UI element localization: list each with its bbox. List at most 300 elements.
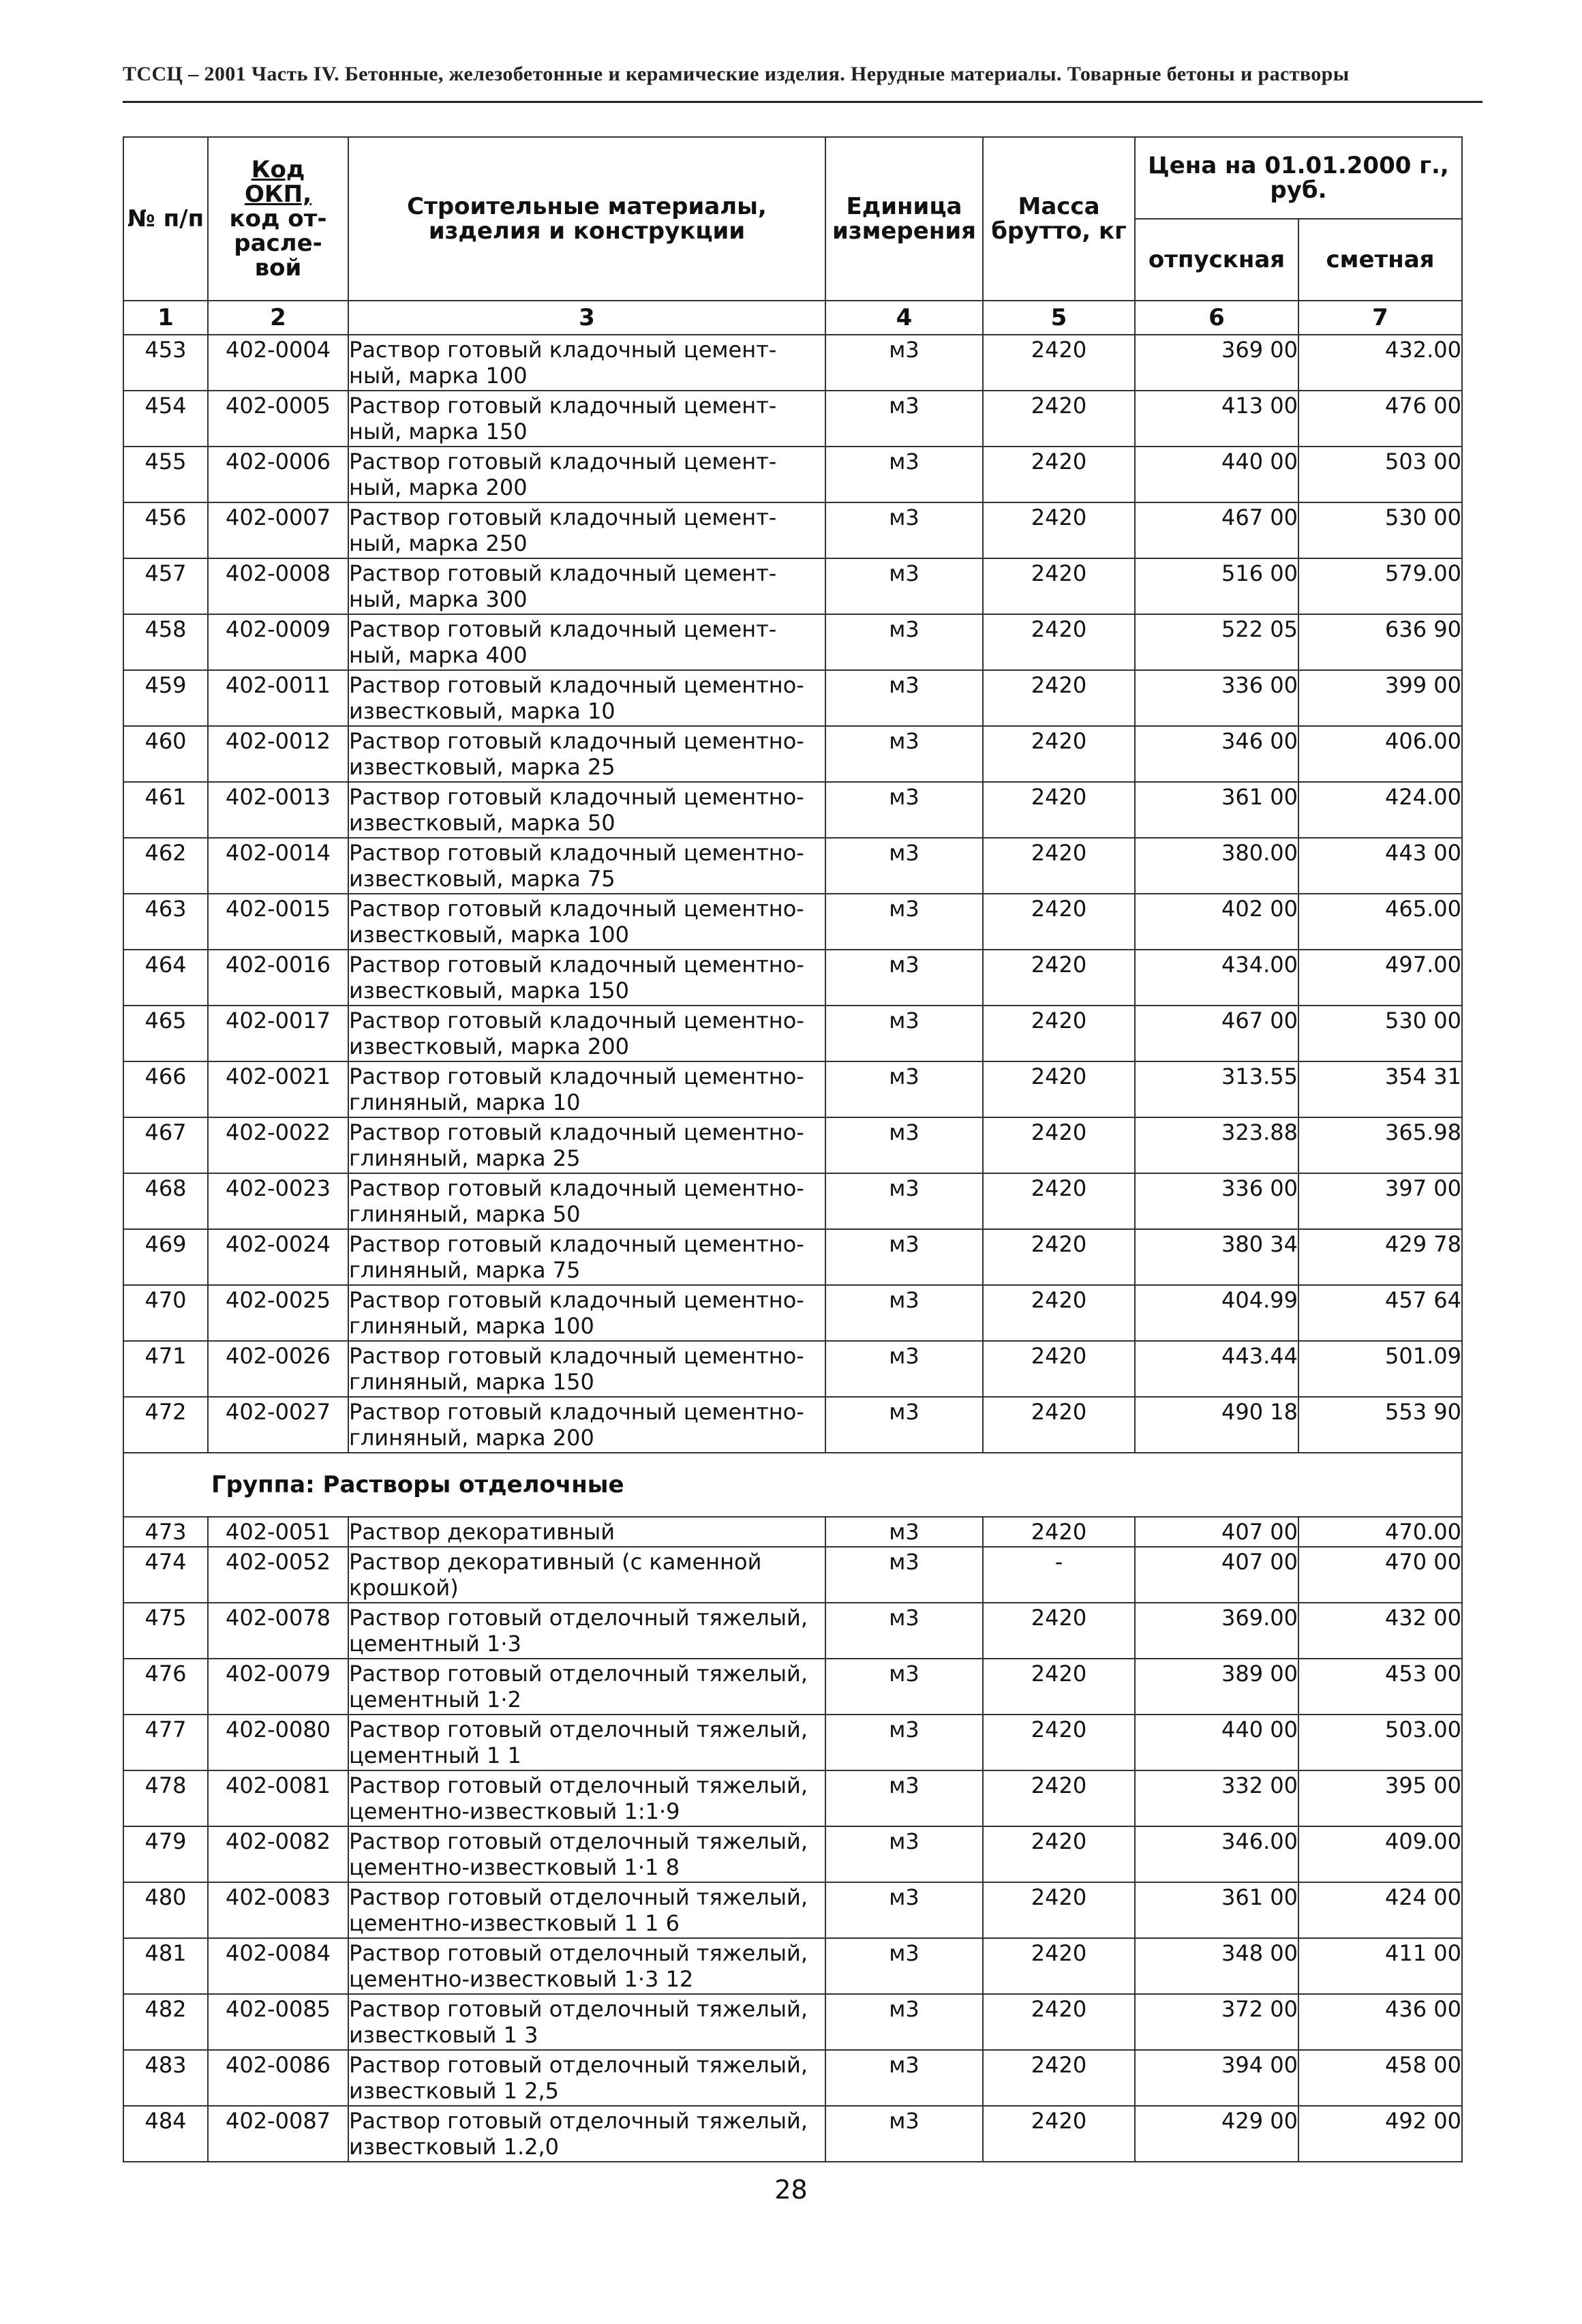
row-unit: м3 bbox=[825, 1603, 983, 1659]
header-code-line: Код bbox=[251, 156, 305, 183]
table-row bbox=[123, 1994, 1462, 2050]
row-code: 402-0009 bbox=[208, 614, 348, 670]
row-code: 402-0022 bbox=[208, 1117, 348, 1173]
row-mass: 2420 bbox=[983, 447, 1135, 502]
column-number: 6 bbox=[1135, 301, 1298, 335]
material-name-line: Раствор готовый отделочный тяжелый, bbox=[349, 1772, 808, 1798]
material-name-line: Раствор готовый кладочный цемент- bbox=[349, 449, 777, 474]
material-name-line: цементно-известковый 1 1 6 bbox=[349, 1910, 680, 1936]
row-mass: 2420 bbox=[983, 335, 1135, 391]
row-material-name bbox=[348, 1173, 825, 1229]
row-price-release: 413 00 bbox=[1135, 391, 1298, 447]
row-mass: 2420 bbox=[983, 782, 1135, 838]
material-name-line: цементно-известковый 1·1 8 bbox=[349, 1854, 680, 1880]
row-code: 402-0023 bbox=[208, 1173, 348, 1229]
header-mass: Масса брутто, кг bbox=[983, 137, 1135, 301]
row-price-estimate: 470.00 bbox=[1298, 1517, 1462, 1547]
table-row bbox=[123, 502, 1462, 558]
row-unit: м3 bbox=[825, 1117, 983, 1173]
material-name-line: известковый, марка 75 bbox=[349, 866, 615, 892]
header-rule bbox=[123, 101, 1482, 103]
row-mass: 2420 bbox=[983, 950, 1135, 1006]
row-unit: м3 bbox=[825, 1061, 983, 1117]
material-name-line: глиняный, марка 100 bbox=[349, 1313, 594, 1339]
group-row bbox=[123, 1453, 1462, 1517]
row-unit: м3 bbox=[825, 1341, 983, 1397]
row-code: 402-0021 bbox=[208, 1061, 348, 1117]
row-price-estimate: 457 64 bbox=[1298, 1285, 1462, 1341]
row-mass: 2420 bbox=[983, 1397, 1135, 1453]
header-code-line: расле- bbox=[234, 230, 322, 257]
row-material-name bbox=[348, 1770, 825, 1826]
material-name-line: Раствор готовый кладочный цементно- bbox=[349, 896, 804, 922]
row-price-release: 522 05 bbox=[1135, 614, 1298, 670]
column-number: 4 bbox=[825, 301, 983, 335]
row-unit: м3 bbox=[825, 1659, 983, 1715]
table-row bbox=[123, 2050, 1462, 2106]
material-name-line: ный, марка 400 bbox=[349, 642, 528, 668]
row-unit: м3 bbox=[825, 335, 983, 391]
table-row bbox=[123, 1517, 1462, 1547]
row-number: 459 bbox=[123, 670, 208, 726]
material-name-line: Раствор готовый отделочный тяжелый, bbox=[349, 1996, 808, 2022]
row-number: 482 bbox=[123, 1994, 208, 2050]
material-name-line: Раствор готовый кладочный цементно- bbox=[349, 728, 804, 754]
row-code: 402-0025 bbox=[208, 1285, 348, 1341]
material-name-line: цементный 1·2 bbox=[349, 1687, 521, 1712]
table-row bbox=[123, 1006, 1462, 1061]
row-number: 475 bbox=[123, 1603, 208, 1659]
row-number: 454 bbox=[123, 391, 208, 447]
row-code: 402-0012 bbox=[208, 726, 348, 782]
row-price-estimate: 497.00 bbox=[1298, 950, 1462, 1006]
running-header: ТССЦ – 2001 Часть IV. Бетонные, железобетонные и керамические изделия. Нерудные материалы. Товарные бетоны и растворы bbox=[123, 63, 1350, 85]
row-price-release: 404.99 bbox=[1135, 1285, 1298, 1341]
row-number: 457 bbox=[123, 558, 208, 614]
row-price-release: 313.55 bbox=[1135, 1061, 1298, 1117]
row-price-release: 440 00 bbox=[1135, 1715, 1298, 1770]
material-name-line: глиняный, марка 25 bbox=[349, 1145, 581, 1171]
table-row bbox=[123, 1341, 1462, 1397]
row-number: 461 bbox=[123, 782, 208, 838]
row-mass: 2420 bbox=[983, 726, 1135, 782]
row-price-estimate: 429 78 bbox=[1298, 1229, 1462, 1285]
row-price-estimate: 503.00 bbox=[1298, 1715, 1462, 1770]
row-unit: м3 bbox=[825, 1770, 983, 1826]
row-number: 470 bbox=[123, 1285, 208, 1341]
header-code-line: ОКП, bbox=[244, 181, 312, 208]
row-unit: м3 bbox=[825, 894, 983, 950]
row-material-name bbox=[348, 950, 825, 1006]
row-material-name bbox=[348, 1994, 825, 2050]
header-price: Цена на 01.01.2000 г., руб. bbox=[1135, 137, 1462, 219]
row-mass: 2420 bbox=[983, 614, 1135, 670]
material-name-line: крошкой) bbox=[349, 1575, 459, 1601]
row-price-release: 394 00 bbox=[1135, 2050, 1298, 2106]
row-mass: 2420 bbox=[983, 1994, 1135, 2050]
price-table bbox=[123, 136, 1463, 2162]
row-code: 402-0004 bbox=[208, 335, 348, 391]
material-name-line: цементно-известковый 1:1·9 bbox=[349, 1798, 680, 1824]
row-mass: 2420 bbox=[983, 558, 1135, 614]
row-code: 402-0082 bbox=[208, 1826, 348, 1882]
row-mass: 2420 bbox=[983, 1882, 1135, 1938]
row-material-name bbox=[348, 2050, 825, 2106]
row-material-name bbox=[348, 1397, 825, 1453]
table-row bbox=[123, 2106, 1462, 2162]
table-row bbox=[123, 1826, 1462, 1882]
row-price-estimate: 395 00 bbox=[1298, 1770, 1462, 1826]
row-mass: 2420 bbox=[983, 1117, 1135, 1173]
header-price-release: отпускная bbox=[1135, 219, 1298, 301]
row-number: 464 bbox=[123, 950, 208, 1006]
table-row bbox=[123, 1603, 1462, 1659]
row-mass: 2420 bbox=[983, 1659, 1135, 1715]
row-unit: м3 bbox=[825, 391, 983, 447]
row-price-estimate: 553 90 bbox=[1298, 1397, 1462, 1453]
row-material-name bbox=[348, 335, 825, 391]
table-row bbox=[123, 447, 1462, 502]
material-name-line: известковый, марка 200 bbox=[349, 1033, 630, 1059]
row-code: 402-0080 bbox=[208, 1715, 348, 1770]
row-mass: 2420 bbox=[983, 1173, 1135, 1229]
row-price-release: 467 00 bbox=[1135, 502, 1298, 558]
row-material-name bbox=[348, 1659, 825, 1715]
table-row bbox=[123, 1397, 1462, 1453]
material-name-line: Раствор готовый кладочный цементно- bbox=[349, 1231, 804, 1257]
row-price-release: 361 00 bbox=[1135, 782, 1298, 838]
row-code: 402-0083 bbox=[208, 1882, 348, 1938]
row-number: 458 bbox=[123, 614, 208, 670]
material-name-line: Раствор готовый кладочный цемент- bbox=[349, 393, 777, 419]
material-name-line: Раствор готовый кладочный цементно- bbox=[349, 1343, 804, 1369]
row-mass: 2420 bbox=[983, 1770, 1135, 1826]
material-name-line: Раствор готовый кладочный цементно- bbox=[349, 672, 804, 698]
material-name-line: Раствор готовый кладочный цементно- bbox=[349, 1175, 804, 1201]
row-mass: 2420 bbox=[983, 391, 1135, 447]
row-price-estimate: 443 00 bbox=[1298, 838, 1462, 894]
page-number: 28 bbox=[774, 2175, 808, 2205]
row-code: 402-0024 bbox=[208, 1229, 348, 1285]
material-name-line: известковый 1 3 bbox=[349, 2022, 538, 2048]
row-code: 402-0087 bbox=[208, 2106, 348, 2162]
table-row bbox=[123, 1770, 1462, 1826]
material-name-line: глиняный, марка 200 bbox=[349, 1425, 594, 1451]
row-number: 468 bbox=[123, 1173, 208, 1229]
material-name-line: известковый, марка 10 bbox=[349, 698, 615, 724]
row-material-name bbox=[348, 391, 825, 447]
row-price-release: 361 00 bbox=[1135, 1882, 1298, 1938]
material-name-line: Раствор готовый отделочный тяжелый, bbox=[349, 1828, 808, 1854]
row-mass: 2420 bbox=[983, 1826, 1135, 1882]
row-price-estimate: 530 00 bbox=[1298, 502, 1462, 558]
material-name-line: глиняный, марка 10 bbox=[349, 1089, 581, 1115]
material-name-line: Раствор готовый кладочный цемент- bbox=[349, 560, 777, 586]
row-unit: м3 bbox=[825, 726, 983, 782]
row-unit: м3 bbox=[825, 2106, 983, 2162]
table-row bbox=[123, 1882, 1462, 1938]
material-name-line: глиняный, марка 50 bbox=[349, 1201, 581, 1227]
row-unit: м3 bbox=[825, 950, 983, 1006]
row-code: 402-0007 bbox=[208, 502, 348, 558]
row-number: 481 bbox=[123, 1938, 208, 1994]
row-mass: 2420 bbox=[983, 670, 1135, 726]
table-row bbox=[123, 1715, 1462, 1770]
header-code-line: код от- bbox=[229, 205, 327, 232]
row-price-estimate: 470 00 bbox=[1298, 1547, 1462, 1603]
row-price-release: 346.00 bbox=[1135, 1826, 1298, 1882]
row-number: 472 bbox=[123, 1397, 208, 1453]
row-material-name bbox=[348, 838, 825, 894]
row-material-name bbox=[348, 1229, 825, 1285]
row-price-release: 380.00 bbox=[1135, 838, 1298, 894]
row-unit: м3 bbox=[825, 1285, 983, 1341]
row-mass: 2420 bbox=[983, 2106, 1135, 2162]
material-name-line: Раствор готовый отделочный тяжелый, bbox=[349, 1717, 808, 1742]
material-name-line: известковый 1.2,0 bbox=[349, 2134, 560, 2160]
material-name-line: Раствор готовый кладочный цементно- bbox=[349, 1008, 804, 1033]
material-name-line: ный, марка 100 bbox=[349, 363, 528, 389]
row-mass: 2420 bbox=[983, 1061, 1135, 1117]
row-price-release: 369.00 bbox=[1135, 1603, 1298, 1659]
row-number: 455 bbox=[123, 447, 208, 502]
row-code: 402-0026 bbox=[208, 1341, 348, 1397]
column-number-row bbox=[123, 301, 1462, 335]
row-material-name bbox=[348, 726, 825, 782]
row-number: 467 bbox=[123, 1117, 208, 1173]
row-code: 402-0008 bbox=[208, 558, 348, 614]
material-name-line: Раствор готовый кладочный цемент- bbox=[349, 616, 777, 642]
row-price-estimate: 636 90 bbox=[1298, 614, 1462, 670]
table-row bbox=[123, 1229, 1462, 1285]
row-number: 460 bbox=[123, 726, 208, 782]
row-price-estimate: 432.00 bbox=[1298, 335, 1462, 391]
table-row bbox=[123, 950, 1462, 1006]
row-price-estimate: 411 00 bbox=[1298, 1938, 1462, 1994]
row-mass: 2420 bbox=[983, 502, 1135, 558]
row-price-release: 372 00 bbox=[1135, 1994, 1298, 2050]
row-code: 402-0016 bbox=[208, 950, 348, 1006]
row-material-name bbox=[348, 1715, 825, 1770]
row-number: 479 bbox=[123, 1826, 208, 1882]
material-name-line: цементно-известковый 1·3 12 bbox=[349, 1966, 694, 1992]
header-price-estimate: сметная bbox=[1298, 219, 1462, 301]
row-code: 402-0005 bbox=[208, 391, 348, 447]
row-number: 477 bbox=[123, 1715, 208, 1770]
header-material-name: Строительные материалы, изделия и конструкции bbox=[348, 137, 825, 301]
row-mass: 2420 bbox=[983, 1517, 1135, 1547]
row-price-estimate: 406.00 bbox=[1298, 726, 1462, 782]
material-name-line: Раствор готовый кладочный цементно- bbox=[349, 952, 804, 978]
material-name-line: ный, марка 300 bbox=[349, 586, 528, 612]
rows-masonry bbox=[123, 335, 1462, 1453]
row-number: 465 bbox=[123, 1006, 208, 1061]
row-mass: 2420 bbox=[983, 838, 1135, 894]
row-material-name bbox=[348, 1341, 825, 1397]
table-row bbox=[123, 558, 1462, 614]
row-material-name bbox=[348, 558, 825, 614]
row-material-name bbox=[348, 894, 825, 950]
row-price-release: 389 00 bbox=[1135, 1659, 1298, 1715]
row-unit: м3 bbox=[825, 1229, 983, 1285]
row-material-name bbox=[348, 2106, 825, 2162]
row-number: 466 bbox=[123, 1061, 208, 1117]
row-unit: м3 bbox=[825, 1938, 983, 1994]
group-section bbox=[123, 1453, 1462, 1517]
row-mass: 2420 bbox=[983, 1285, 1135, 1341]
row-unit: м3 bbox=[825, 670, 983, 726]
row-material-name bbox=[348, 1603, 825, 1659]
table-row bbox=[123, 726, 1462, 782]
row-mass: 2420 bbox=[983, 894, 1135, 950]
material-name-line: цементный 1·3 bbox=[349, 1631, 521, 1657]
row-price-release: 490 18 bbox=[1135, 1397, 1298, 1453]
row-price-estimate: 432 00 bbox=[1298, 1603, 1462, 1659]
row-price-release: 407 00 bbox=[1135, 1517, 1298, 1547]
material-name-line: Раствор готовый отделочный тяжелый, bbox=[349, 1661, 808, 1687]
row-code: 402-0081 bbox=[208, 1770, 348, 1826]
row-material-name bbox=[348, 1006, 825, 1061]
row-price-release: 336 00 bbox=[1135, 1173, 1298, 1229]
material-name-line: ный, марка 200 bbox=[349, 474, 528, 500]
material-name-line: известковый, марка 25 bbox=[349, 754, 615, 780]
row-number: 484 bbox=[123, 2106, 208, 2162]
row-unit: м3 bbox=[825, 614, 983, 670]
row-price-estimate: 453 00 bbox=[1298, 1659, 1462, 1715]
table-row bbox=[123, 391, 1462, 447]
row-code: 402-0084 bbox=[208, 1938, 348, 1994]
row-number: 474 bbox=[123, 1547, 208, 1603]
material-name-line: известковый 1 2,5 bbox=[349, 2078, 560, 2104]
material-name-line: Раствор готовый кладочный цементно- bbox=[349, 1063, 804, 1089]
table-row bbox=[123, 614, 1462, 670]
row-code: 402-0015 bbox=[208, 894, 348, 950]
group-label: Группа: Растворы отделочные bbox=[123, 1453, 1462, 1517]
row-unit: м3 bbox=[825, 2050, 983, 2106]
material-name-line: Раствор готовый кладочный цемент- bbox=[349, 504, 777, 530]
row-price-estimate: 354 31 bbox=[1298, 1061, 1462, 1117]
material-name-line: Раствор готовый отделочный тяжелый, bbox=[349, 1884, 808, 1910]
row-code: 402-0079 bbox=[208, 1659, 348, 1715]
row-number: 478 bbox=[123, 1770, 208, 1826]
row-price-release: 443.44 bbox=[1135, 1341, 1298, 1397]
row-unit: м3 bbox=[825, 502, 983, 558]
row-price-estimate: 409.00 bbox=[1298, 1826, 1462, 1882]
row-number: 473 bbox=[123, 1517, 208, 1547]
row-unit: м3 bbox=[825, 1397, 983, 1453]
material-name-line: известковый, марка 150 bbox=[349, 978, 630, 1003]
header-code bbox=[208, 137, 348, 301]
row-number: 483 bbox=[123, 2050, 208, 2106]
row-price-estimate: 397 00 bbox=[1298, 1173, 1462, 1229]
row-price-release: 369 00 bbox=[1135, 335, 1298, 391]
row-code: 402-0052 bbox=[208, 1547, 348, 1603]
row-material-name bbox=[348, 1547, 825, 1603]
row-number: 476 bbox=[123, 1659, 208, 1715]
row-material-name bbox=[348, 1061, 825, 1117]
row-price-release: 332 00 bbox=[1135, 1770, 1298, 1826]
table-row bbox=[123, 1173, 1462, 1229]
row-number: 480 bbox=[123, 1882, 208, 1938]
material-name-line: Раствор готовый кладочный цементно- bbox=[349, 784, 804, 810]
row-price-estimate: 424.00 bbox=[1298, 782, 1462, 838]
material-name-line: Раствор готовый отделочный тяжелый, bbox=[349, 1940, 808, 1966]
header-unit: Единица измерения bbox=[825, 137, 983, 301]
material-name-line: Раствор готовый кладочный цементно- bbox=[349, 1119, 804, 1145]
row-price-release: 402 00 bbox=[1135, 894, 1298, 950]
row-unit: м3 bbox=[825, 1826, 983, 1882]
table-row bbox=[123, 1117, 1462, 1173]
row-price-release: 348 00 bbox=[1135, 1938, 1298, 1994]
material-name-line: Раствор готовый кладочный цементно- bbox=[349, 1399, 804, 1425]
row-price-release: 336 00 bbox=[1135, 670, 1298, 726]
row-code: 402-0017 bbox=[208, 1006, 348, 1061]
row-unit: м3 bbox=[825, 447, 983, 502]
row-price-release: 516 00 bbox=[1135, 558, 1298, 614]
row-material-name bbox=[348, 502, 825, 558]
row-material-name bbox=[348, 1938, 825, 1994]
row-mass: 2420 bbox=[983, 1341, 1135, 1397]
row-code: 402-0006 bbox=[208, 447, 348, 502]
row-unit: м3 bbox=[825, 1994, 983, 2050]
material-name-line: известковый, марка 50 bbox=[349, 810, 615, 836]
table-row bbox=[123, 1547, 1462, 1603]
row-mass: 2420 bbox=[983, 1229, 1135, 1285]
row-mass: 2420 bbox=[983, 1715, 1135, 1770]
column-number: 5 bbox=[983, 301, 1135, 335]
material-name-line: Раствор готовый кладочный цементно- bbox=[349, 1287, 804, 1313]
row-unit: м3 bbox=[825, 782, 983, 838]
row-material-name bbox=[348, 1826, 825, 1882]
material-name-line: глиняный, марка 75 bbox=[349, 1257, 581, 1283]
row-material-name bbox=[348, 1882, 825, 1938]
row-price-release: 323.88 bbox=[1135, 1117, 1298, 1173]
row-price-release: 467 00 bbox=[1135, 1006, 1298, 1061]
row-mass: 2420 bbox=[983, 1603, 1135, 1659]
row-unit: м3 bbox=[825, 1517, 983, 1547]
row-number: 462 bbox=[123, 838, 208, 894]
column-number: 3 bbox=[348, 301, 825, 335]
table-row bbox=[123, 1659, 1462, 1715]
row-unit: м3 bbox=[825, 1882, 983, 1938]
material-name-line: Раствор готовый отделочный тяжелый, bbox=[349, 1605, 808, 1631]
table-row bbox=[123, 1061, 1462, 1117]
material-name-line: глиняный, марка 150 bbox=[349, 1369, 594, 1395]
table-row bbox=[123, 335, 1462, 391]
row-material-name bbox=[348, 1285, 825, 1341]
row-material-name bbox=[348, 670, 825, 726]
row-price-release: 346 00 bbox=[1135, 726, 1298, 782]
rows-finishing bbox=[123, 1517, 1462, 2162]
row-price-estimate: 424 00 bbox=[1298, 1882, 1462, 1938]
material-name-line: Раствор готовый отделочный тяжелый, bbox=[349, 2108, 808, 2134]
row-price-release: 440 00 bbox=[1135, 447, 1298, 502]
row-code: 402-0085 bbox=[208, 1994, 348, 2050]
row-unit: м3 bbox=[825, 1715, 983, 1770]
row-price-estimate: 492 00 bbox=[1298, 2106, 1462, 2162]
row-unit: м3 bbox=[825, 1173, 983, 1229]
table-row bbox=[123, 670, 1462, 726]
row-number: 453 bbox=[123, 335, 208, 391]
row-mass: 2420 bbox=[983, 2050, 1135, 2106]
row-unit: м3 bbox=[825, 558, 983, 614]
row-price-release: 434.00 bbox=[1135, 950, 1298, 1006]
row-price-estimate: 579.00 bbox=[1298, 558, 1462, 614]
row-mass: - bbox=[983, 1547, 1135, 1603]
material-name-line: цементный 1 1 bbox=[349, 1742, 521, 1768]
row-unit: м3 bbox=[825, 838, 983, 894]
row-price-estimate: 476 00 bbox=[1298, 391, 1462, 447]
